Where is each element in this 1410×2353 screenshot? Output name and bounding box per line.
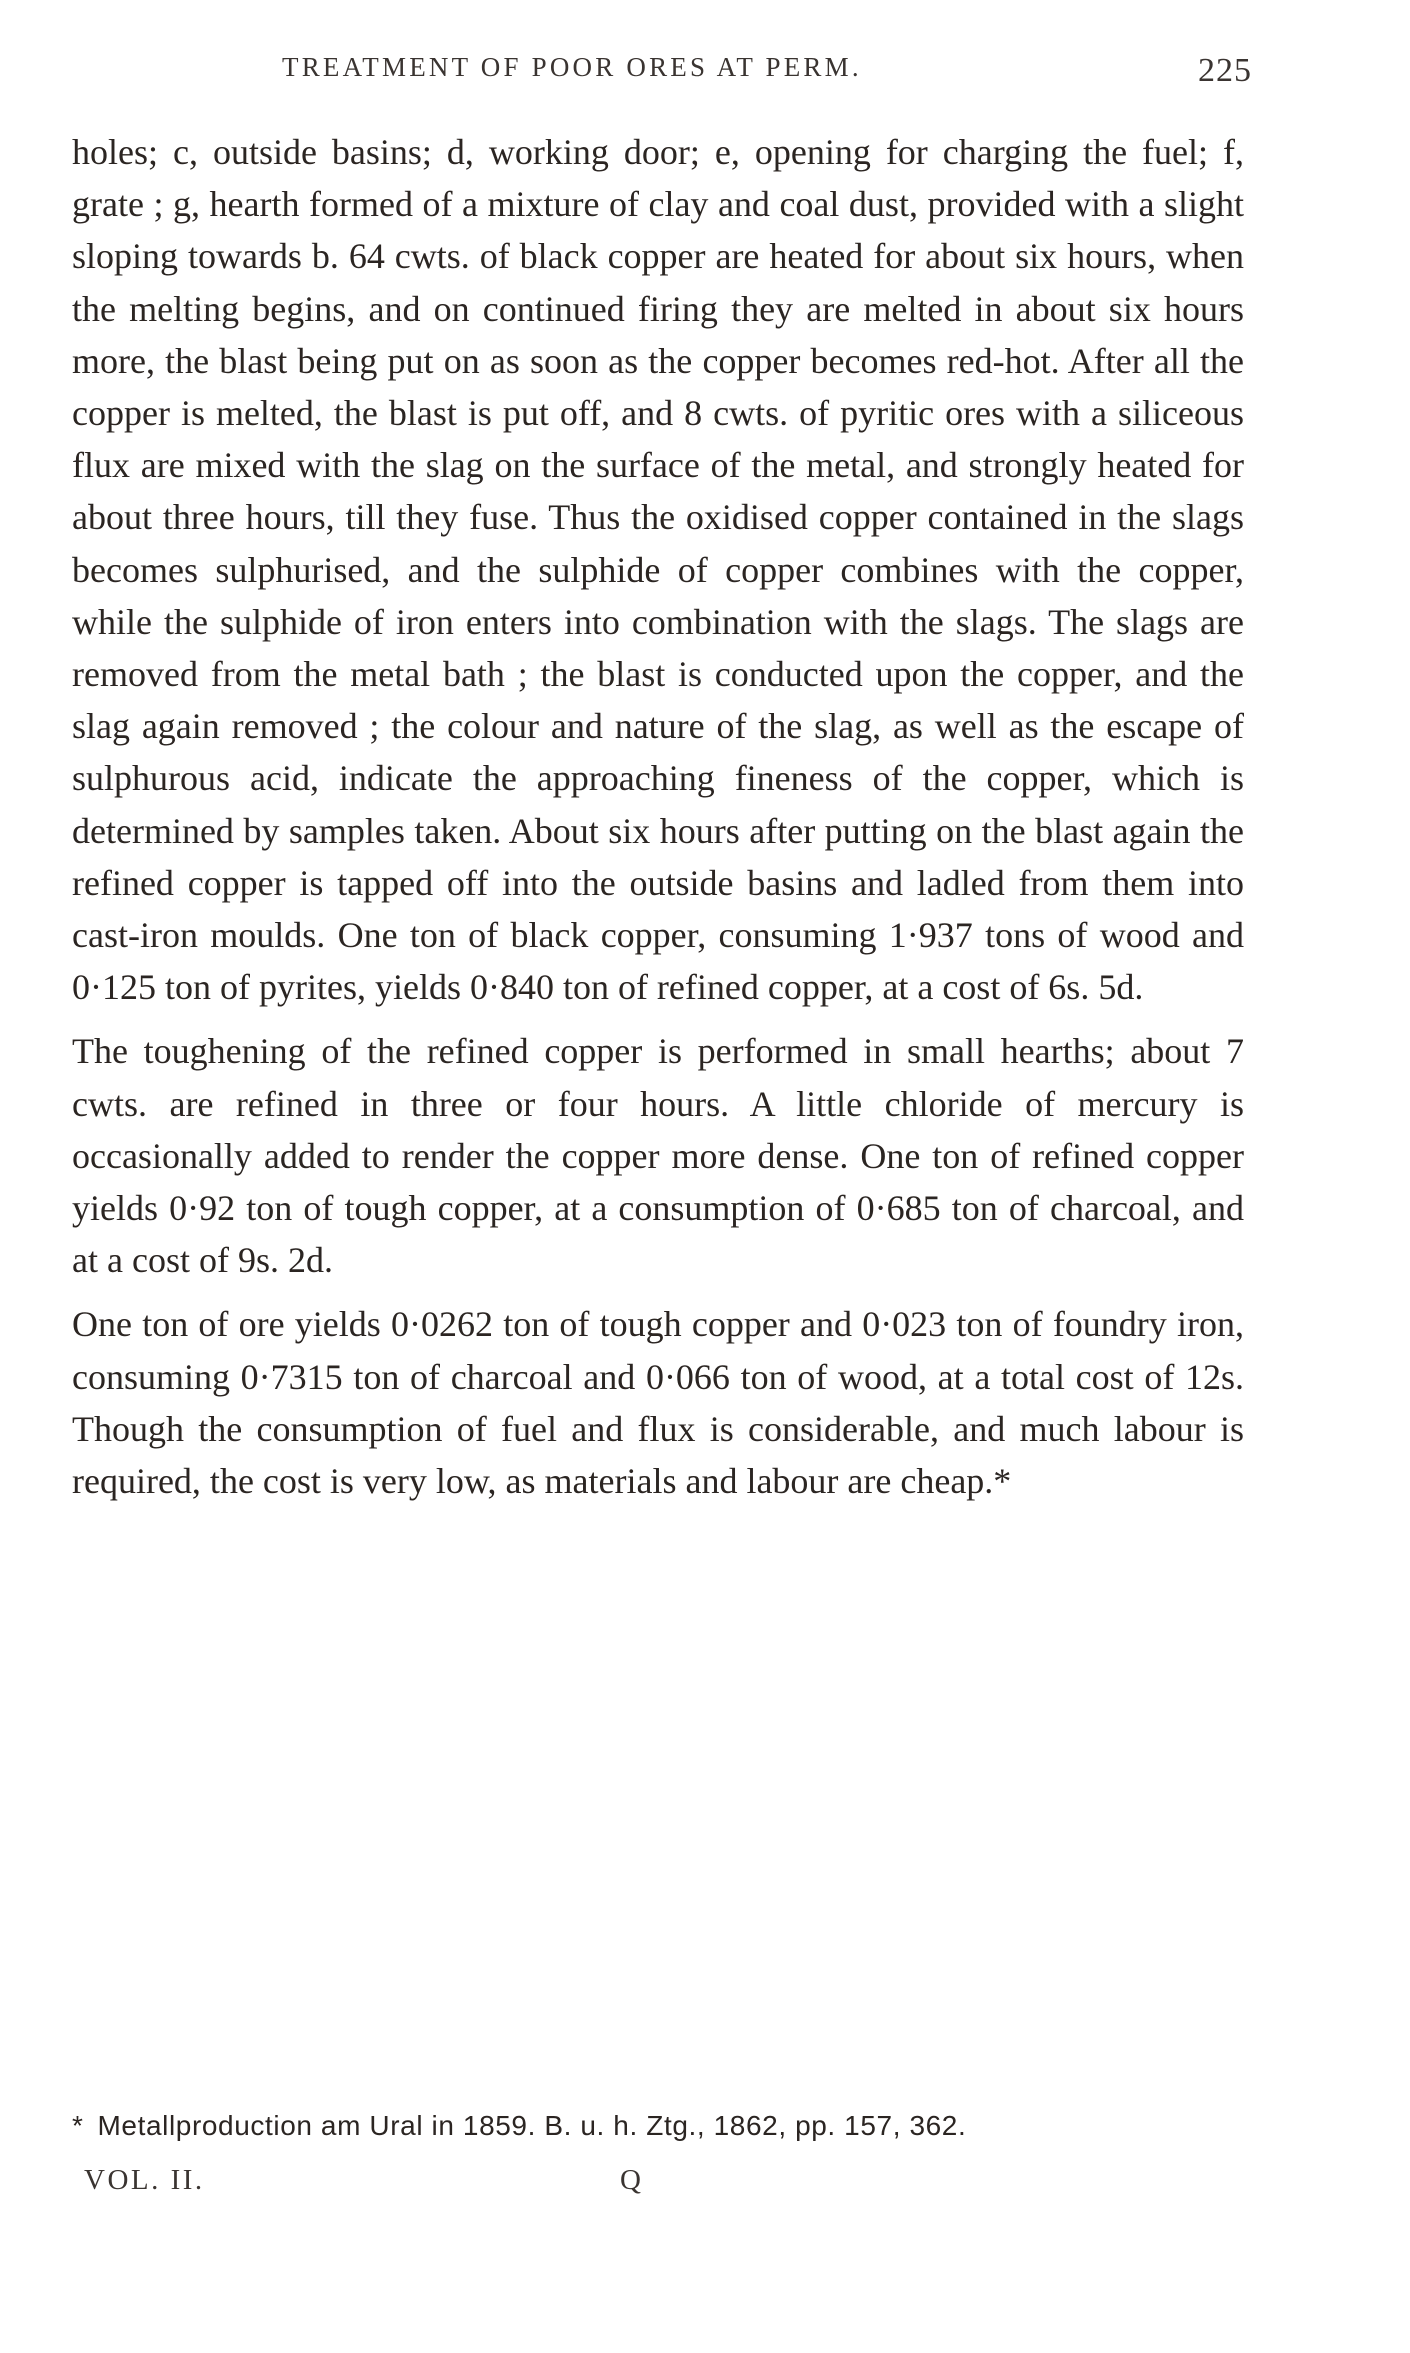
signature-mark: Q [620,2164,641,2196]
signature-line [72,2164,772,2214]
volume-label: VOL. II. [84,2164,205,2196]
page-number: 225 [1198,52,1252,89]
footnote [72,2110,1244,2142]
paragraph-toughening: The toughening of the refined copper is performed in small hearths; about 7 cwts. are refined in three or four hours. A little chloride of mercury is occasionally added to render the copper more dense. One ton of refined copper yields 0·92 ton of tough copper, at a consumption of 0·685 ton of charcoal, and at a cost of 9s. 2d. [72,1031,1244,1281]
body-text [72,126,1244,1507]
running-title: TREATMENT OF POOR ORES AT PERM. [282,52,862,82]
running-head [72,52,1252,112]
paragraph-furnace-refining: holes; c, outside basins; d, working door; e, opening for charging the fuel; f, grate ; g, hearth formed of a mixture of clay and coal dust, provided with a slight sloping towards b. 64 cwts. of black copper are heated for about six hours, when the melting begins, and on continued firing they are melted in about six hours more, the blast being put on as soon as the copper becomes red-hot. After all the copper is melted, the blast is put off, and 8 cwts. of pyritic ores with a siliceous flux are mixed with the slag on the surface of the metal, and strongly heated for about three hours, till they fuse. Thus the oxidised copper contained in the slags becomes sulphurised, and the sulphide of copper combines with the copper, while the sulphide of iron enters into combination with the slags. The slags are removed from the metal bath ; the blast is conducted upon the copper, and the slag again removed ; the colour and nature of the slag, as well as the escape of sulphurous acid, indicate the approaching fineness of the copper, which is determined by samples taken. About six hours after putting on the blast again the refined copper is tapped off into the outside basins and ladled from them into cast-iron moulds. One ton of black copper, consuming 1·937 tons of wood and 0·125 ton of pyrites, yields 0·840 ton of refined copper, at a cost of 6s. 5d. [72,132,1244,1008]
footnote-marker: * [72,2110,84,2141]
paragraph-yield-summary: One ton of ore yields 0·0262 ton of tough copper and 0·023 ton of foundry iron, consuming 0·7315 ton of charcoal and 0·066 ton of wood, at a total cost of 12s. Though the consumption of fuel and flux is considerable, and much labour is required, the cost is very low, as materials and labour are cheap.* [72,1304,1244,1502]
footnote-text: Metallproduction am Ural in 1859. B. u. h. Ztg., 1862, pp. 157, 362. [97,2110,967,2141]
